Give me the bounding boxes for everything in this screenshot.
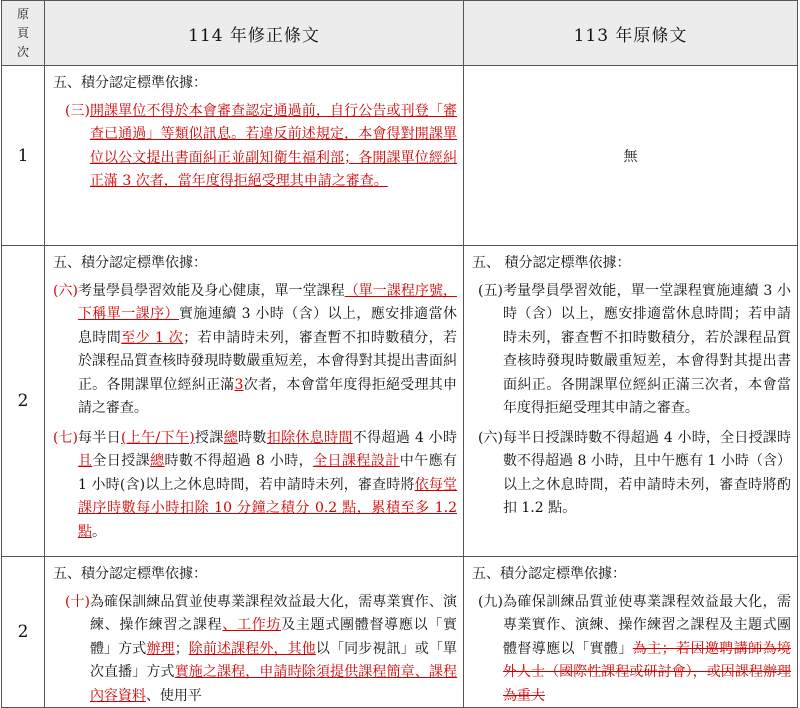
inserted-text: 至少 1 次 xyxy=(121,329,184,346)
old-text-cell xyxy=(464,66,798,246)
page-number: 1 xyxy=(2,66,45,246)
item-text: 考量學員學習效能，單一堂課程實施連續 3 小時（含）以上，應安排適當休息時間；若申請時未列，審查暫不扣時數積分，若於課程品質查核時發現時數嚴重短差，本會得對其提出書面糾正。各開課單位經糾正滿三次者，本會當年度得拒絕受理其申請之審查。 xyxy=(502,282,791,416)
text-run: 每半日 xyxy=(77,429,121,446)
item-text xyxy=(78,427,457,545)
inserted-text: 實施之課程，申請時除須提供課程簡章、課程內容資料 xyxy=(89,664,458,704)
item-number: (五) xyxy=(478,282,503,299)
text-run: 。 xyxy=(91,523,106,540)
page-number: 2 xyxy=(2,557,45,708)
table-row xyxy=(2,557,798,708)
comparison-table xyxy=(1,0,798,708)
table-row xyxy=(2,66,798,246)
header-page-column xyxy=(2,1,45,66)
text-run: 實施連續 3 小時（含）以上，應安排適當休息時間 xyxy=(77,306,457,346)
section-heading: 五、積分認定標準依據： xyxy=(53,75,207,91)
deleted-text: 為主；若因邀聘講師為境外人士（國際性課程或研討會），或因課程辦理為重大 xyxy=(502,640,792,704)
text-run: 及主題式團體督導應以「實體」方式 xyxy=(89,617,458,657)
new-text-cell xyxy=(45,557,464,708)
item-text: 開課單位不得於本會審查認定通過前，自行公告或刊登「審查已通過」等類似訊息。若違反前述規定，本會得對開課單位以公文提出書面糾正並副知衛生福利部；各開課單位經糾正滿 3 次者，當年度得拒絕受理其申請之審查。 xyxy=(89,102,457,189)
list-item xyxy=(472,427,791,521)
page-number: 2 xyxy=(2,246,45,557)
table-row xyxy=(2,246,798,557)
old-text-cell xyxy=(464,557,798,708)
inserted-text: 、工作坊 xyxy=(222,617,282,633)
text-run: 、使用平 xyxy=(145,687,202,704)
new-text-cell xyxy=(45,66,464,246)
new-text-cell xyxy=(45,246,464,557)
item-number: (六) xyxy=(53,282,78,299)
old-text-cell xyxy=(464,246,798,557)
list-item xyxy=(53,427,457,545)
text-run: 時數 xyxy=(238,429,267,446)
header-new-column: 114 年修正條文 xyxy=(45,1,464,66)
text-run: 時數不得超過 8 小時， xyxy=(164,453,314,469)
inserted-text: （單一課程序號，下稱單一課序） xyxy=(77,282,458,322)
inserted-text: 依每堂課序時數每小時扣除 10 分鐘之積分 0.2 點，累積至多 1.2 點 xyxy=(77,476,458,540)
text-run: 全日授課 xyxy=(92,453,151,469)
list-item xyxy=(472,280,791,421)
inserted-text: 3 xyxy=(234,376,244,393)
inserted-text: 總 xyxy=(150,453,165,469)
inserted-text: 全日課程設計 xyxy=(313,453,400,469)
item-number: (十) xyxy=(65,593,90,610)
item-number: (三) xyxy=(65,102,90,119)
section-heading: 五、積分認定標準依據： xyxy=(472,566,626,582)
item-number: (九) xyxy=(478,593,503,610)
list-item xyxy=(53,280,457,421)
item-number: (六) xyxy=(478,429,503,446)
text-run: 為確保訓練品質並使專業課程效益最大化，需專業實作、演練、操作練習之課程及主題式團體督導應以「實體」 xyxy=(502,593,791,657)
header-row xyxy=(2,1,798,66)
header-page-label: 原頁次 xyxy=(16,6,29,59)
text-run: 考量學員學習效能及身心健康，單一堂課程 xyxy=(77,282,345,299)
item-text: 每半日授課時數不得超過 4 小時，全日授課時數不得超過 8 小時，且中午應有 1 小時（含）以上之休息時間，若申請時未列，審查時將酌扣 1.2 點。 xyxy=(502,429,791,516)
text-run: 不得超過 4 小時 xyxy=(352,429,458,446)
item-number: (七) xyxy=(53,429,78,446)
text-run: 授課 xyxy=(194,429,224,446)
header-old-column: 113 年原條文 xyxy=(464,1,798,66)
inserted-text: 除前述課程外，其他 xyxy=(188,640,316,657)
list-item xyxy=(53,100,457,194)
text-run: 以「同步視訊」或「單次直播」方式 xyxy=(89,640,458,680)
inserted-text: 辦理 xyxy=(146,640,175,657)
text-run: 為確保訓練品質並使專業課程效益最大化，需專業實作、演練、操作練習之課程 xyxy=(89,593,457,633)
inserted-text: 總 xyxy=(223,429,239,446)
section-heading: 五、積分認定標準依據： xyxy=(53,255,207,271)
section-heading: 五、積分認定標準依據： xyxy=(53,566,207,582)
item-text xyxy=(78,280,457,421)
section-heading: 五、 積分認定標準依據： xyxy=(472,255,631,271)
text-run: 次者，本會當年度得拒絕受理其申請之審查。 xyxy=(77,376,458,416)
none-text: 無 xyxy=(623,148,638,165)
text-run: ； xyxy=(174,640,189,657)
inserted-text: 且 xyxy=(77,453,93,469)
text-run: 中午應有 1 小時(含)以上之休息時間，若申請時未列，審查時將 xyxy=(77,453,458,493)
inserted-text: 扣除休息時間 xyxy=(266,429,353,446)
text-run: ；若申請時未列，審查暫不扣時數積分，若於課程品質查核時發現時數嚴重短差，本會得對其提出書面糾正。各開課單位經糾正滿 xyxy=(77,329,458,393)
inserted-text: (上午/下午) xyxy=(120,429,195,446)
